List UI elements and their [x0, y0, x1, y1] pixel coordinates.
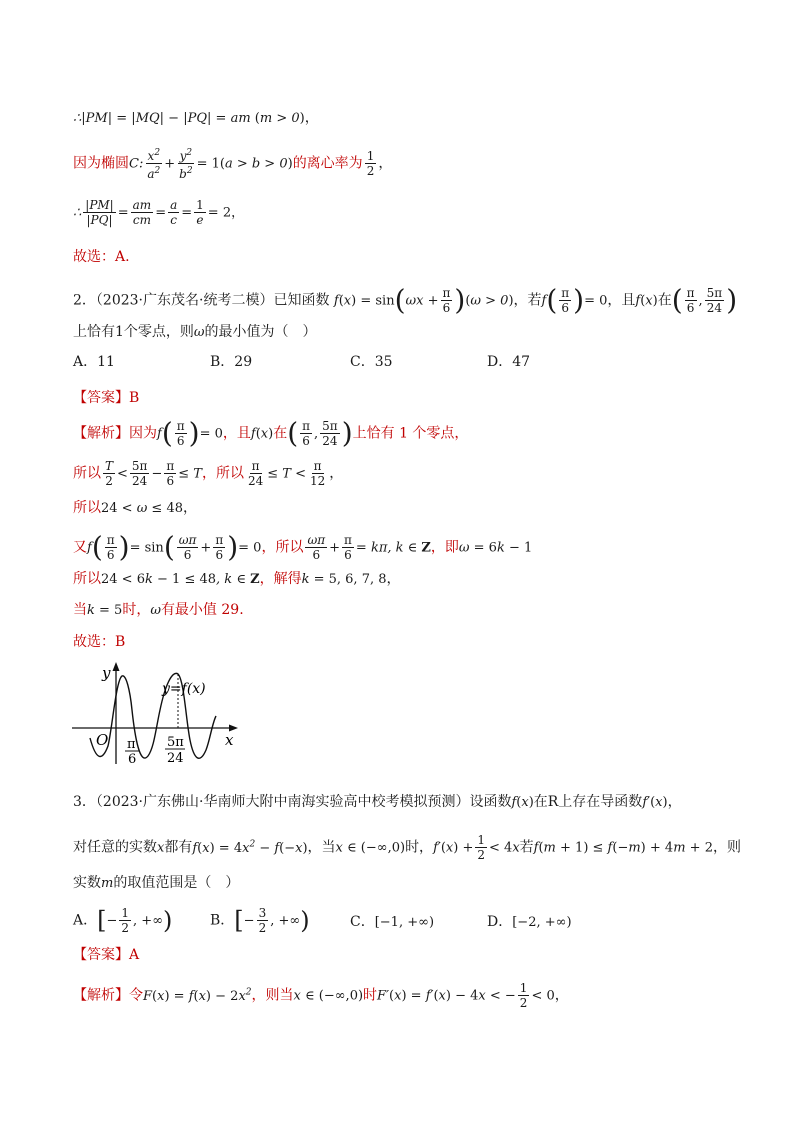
q3-option-b[interactable]: B．[− $\frac{3}{2}$ , +∞) [210, 906, 310, 935]
solution-line-3: ∴ $\frac{|PM|}{|PQ|}$ = $\frac{am}{cm}$ = $\frac{a}{c}$ = $\frac{1}{e}$ = 2， [73, 198, 245, 227]
q3-stem-line-2: 对任意的实数x都有$f(x) = 4x^2 - f(-x)$，当x ∈ (−∞,0)时，f′(x) + $\frac{1}{2}$ < 4x若f(m + 1) ≤ f(−m) + 4m + 2，则 [73, 833, 741, 862]
graph-y-label: y [102, 664, 111, 682]
graph-tick1-bot: 6 [128, 752, 137, 767]
q3-analysis-line-1: 【解析】令$F(x) = f(x) - 2x^2$，则当x ∈ (−∞,0)时F′(x) = f′(x) − 4x < − $\frac{1}{2}$ < 0， [73, 981, 569, 1010]
q2-stem-line-2: 上恰有1个零点，则ω的最小值为（ ） [73, 324, 317, 340]
q2-stem-line-1: 2．（2023·广东茂名·统考二模）已知函数 f(x) = sin(ωx + $\frac{\pi}{6}$ )(ω > 0)，若f( $\frac{\pi}{6}$ )= 0，且f(x)在( $\frac{\pi}{6}$ , $\frac{5\pi}{24}$ ) [73, 283, 738, 317]
q2-choose: 故选：B [73, 634, 126, 650]
q3-option-c[interactable]: C．[−1, +∞) [350, 914, 435, 930]
q2-analysis-line-5: 所以24 < 6k − 1 ≤ 48, k ∈ Z，解得k = 5, 6, 7, 8， [73, 571, 401, 587]
q2-analysis-line-4: 又f( $\frac{\pi}{6}$ )= sin( $\frac{\omega\pi}{6}$ + $\frac{\pi}{6}$ )= 0，所以 $\frac{\omega\pi}{6}$ + $\frac{\pi}{6}$ = kπ, k ∈ Z，即ω = 6k − 1 [73, 530, 533, 564]
q2-analysis-line-6: 当k = 5时，ω有最小值 29. [73, 602, 244, 618]
graph-x-label: x [225, 731, 234, 749]
graph-tick2-top: 5π [167, 735, 184, 750]
graph-curve-label: y=f(x) [162, 681, 206, 697]
q3-answer: 【答案】A [73, 947, 140, 963]
graph-y-arrow [113, 662, 120, 671]
graph-tick1-top: π [127, 737, 136, 752]
q2-option-c[interactable]: C．35 [350, 354, 393, 370]
q3-option-d[interactable]: D．[−2, +∞) [487, 914, 572, 930]
q2-analysis-line-3: 所以24 < ω ≤ 48， [73, 500, 198, 516]
q3-stem-line-1: 3．（2023·广东佛山·华南师大附中南海实验高中校考模拟预测）设函数f(x)在R上存在导函数f′(x)， [73, 794, 682, 810]
q3-stem-line-3: 实数m的取值范围是（ ） [73, 875, 240, 891]
solution-line-2: 因为椭圆C: $\frac{x^2}{a^2}$ + $\frac{y^2}{b^2}$ = 1(a > b > 0)的离心率为 $\frac{1}{2}$ ， [73, 148, 393, 181]
solution-line-1: ∴|PM| = |MQ| − |PQ| = am (m > 0)， [73, 110, 319, 126]
q2-option-d[interactable]: D．47 [487, 354, 531, 370]
q3-option-a[interactable]: A．[− $\frac{1}{2}$ , +∞) [73, 906, 173, 935]
graph-origin-label: O [96, 731, 109, 749]
q2-option-a[interactable]: A．11 [73, 354, 115, 370]
q2-analysis-line-1: 【解析】因为f( $\frac{\pi}{6}$ )= 0，且f(x)在( $\frac{\pi}{6}$ , $\frac{5\pi}{24}$ )上恰有 1 个零点， [73, 416, 469, 450]
solution-choose: 故选：A. [73, 249, 130, 265]
q2-option-b[interactable]: B．29 [210, 354, 253, 370]
q2-analysis-line-2: 所以 $\frac{T}{2}$ < $\frac{5\pi}{24}$ − $\frac{\pi}{6}$ ≤ T，所以 $\frac{\pi}{24}$ ≤ T < $\frac{\pi}{12}$ ， [73, 459, 344, 488]
q2-sine-graph [68, 660, 248, 770]
q2-answer: 【答案】B [73, 390, 140, 406]
graph-tick2-bot: 24 [167, 751, 184, 766]
